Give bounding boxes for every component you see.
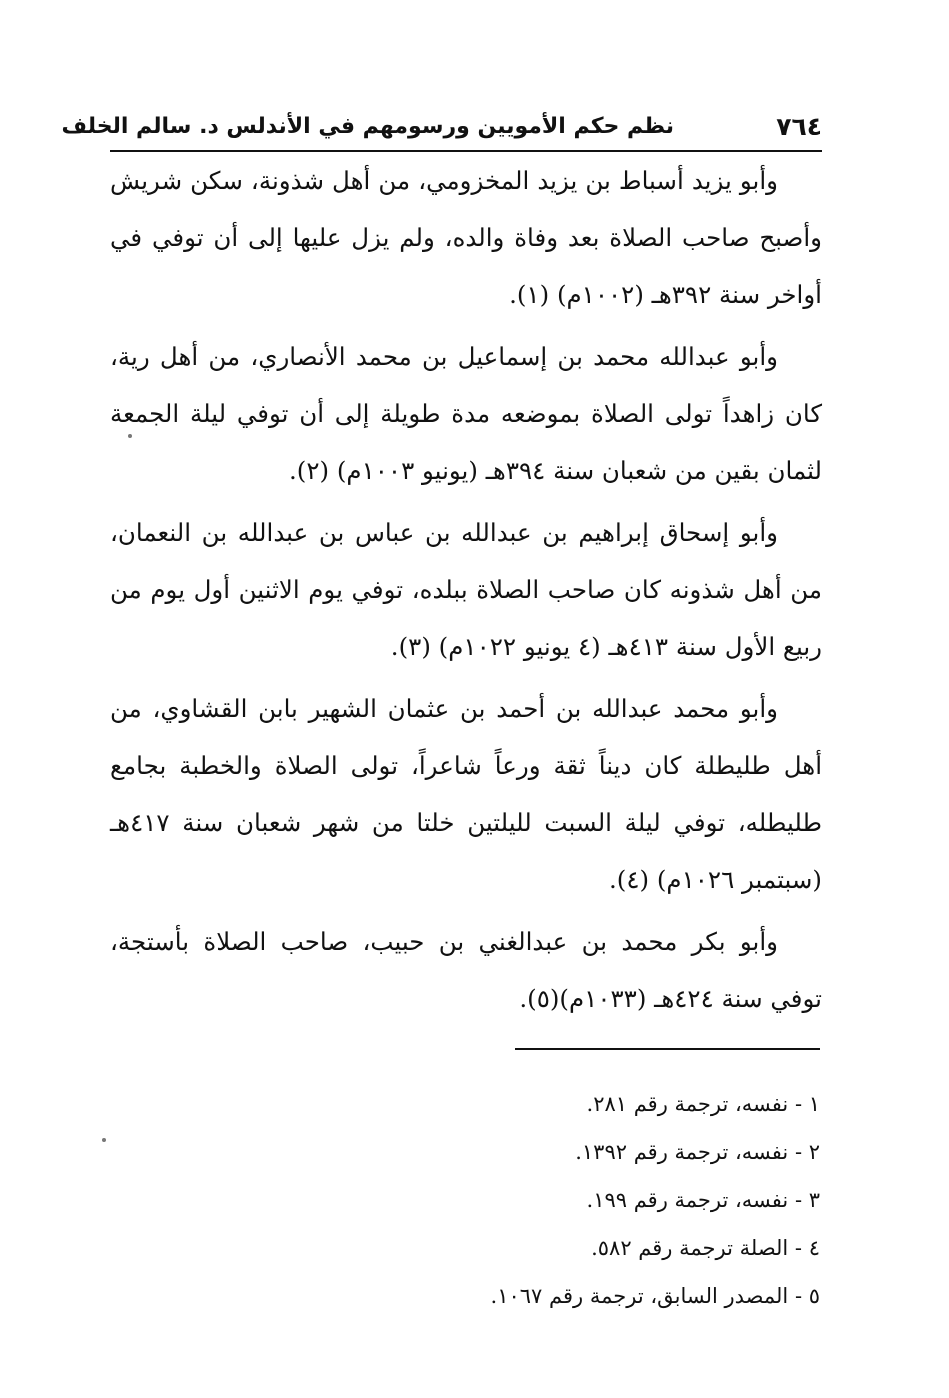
- paragraph: وأبو يزيد أسباط بن يزيد المخزومي، من أهل شذونة، سكن شريش وأصبح صاحب الصلاة بعد وفاة والده، ولم يزل عليها إلى أن توفي في أواخر سنة ٣٩٢هـ (١٠٠٢م) (١).: [110, 166, 822, 309]
- footnote-item: ٥ - المصدر السابق، ترجمة رقم ١٠٦٧.: [490, 1284, 820, 1308]
- paragraph: وأبو إسحاق إبراهيم بن عبدالله بن عباس بن عبدالله بن النعمان، من أهل شذونه كان صاحب الصلاة ببلده، توفي يوم الاثنين أول يوم من ربيع الأول سنة ٤١٣هـ (٤ يونيو ١٠٢٢م) (٣).: [110, 518, 822, 661]
- footnote-separator: [515, 1048, 820, 1050]
- paragraph: وأبو عبدالله محمد بن إسماعيل بن محمد الأنصاري، من أهل رية، كان زاهداً تولى الصلاة بموضعه مدة طويلة إلى أن توفي ليلة الجمعة لثمان بقين من شعبان سنة ٣٩٤هـ (يونيو ١٠٠٣م) (٢).: [110, 342, 822, 485]
- page-number: ٧٦٤: [776, 112, 822, 141]
- footnote-item: ٣ - نفسه، ترجمة رقم ١٩٩.: [586, 1188, 820, 1212]
- paragraph: وأبو بكر محمد بن عبدالغني بن حبيب، صاحب الصلاة بأستجة، توفي سنة ٤٢٤هـ (١٠٣٣م)(٥).: [110, 927, 822, 1013]
- page-header: [61, 112, 822, 152]
- body-text: [110, 152, 822, 1032]
- scan-speck: [102, 1138, 106, 1142]
- paragraph: وأبو محمد عبدالله بن أحمد بن عثمان الشهير بابن القشاوي، من أهل طليطلة كان ديناً ثقة ورعاً شاعراً، تولى الصلاة والخطبة بجامع طليطله، توفي ليلة السبت لليلتين خلتا من شهر شعبان سنة ٤١٧هـ (سبتمبر ١٠٢٦م) (٤).: [110, 694, 822, 894]
- footnote-item: ٢ - نفسه، ترجمة رقم ١٣٩٢.: [575, 1140, 820, 1164]
- footnote-item: ٤ - الصلة ترجمة رقم ٥٨٢.: [591, 1236, 820, 1260]
- running-title: نظم حكم الأمويين ورسومهم في الأندلس د. سالم الخلف: [61, 114, 674, 139]
- footnotes: [300, 1080, 820, 1320]
- scan-speck: [128, 434, 132, 438]
- footnote-item: ١ - نفسه، ترجمة رقم ٢٨١.: [586, 1092, 820, 1116]
